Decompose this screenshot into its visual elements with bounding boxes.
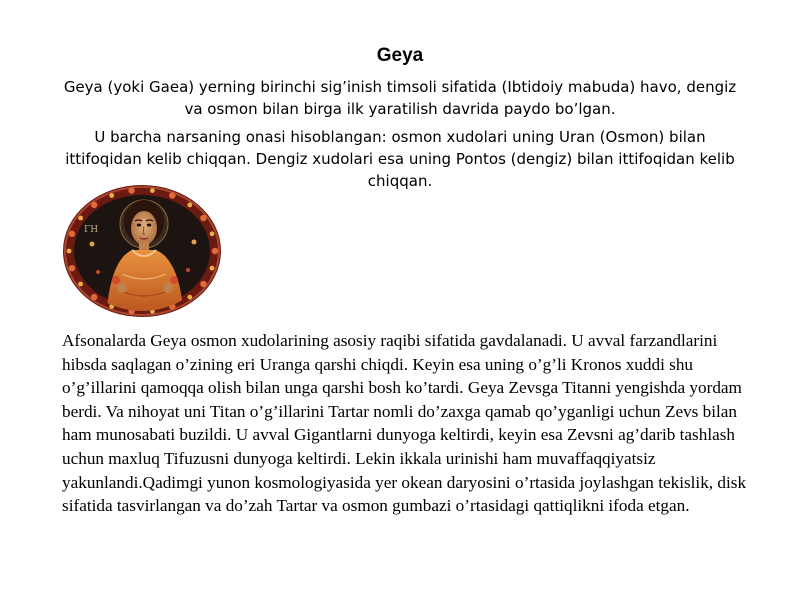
wreath-flower bbox=[200, 215, 206, 221]
wreath-flower bbox=[212, 248, 218, 254]
intro-paragraph-2: U barcha narsaning onasi hisoblangan: osmon xudolari uning Uran (Osmon) bilan ittifoqidan kelib chiqqan. Dengiz xudolari esa uning Pontos (dengiz) bilan ittifoqidan kelib chiqqan. bbox=[65, 128, 735, 190]
wreath-flower bbox=[150, 188, 155, 193]
wreath-flower bbox=[91, 294, 97, 300]
body-paragraph: Afsonalarda Geya osmon xudolarining asosiy raqibi sifatida gavdalanadi. U avval farzandlarini hibsda saqlagan o’zining eri Uranga qarshi chiqdi. Keyin esa uning o’g’li Kronos xuddi shu o’g’illarini qamoqqa olish bilan unga qarshi bosh ko’tardi. Geya Zevsga Titanni yengishda yordam berdi. Va nihoyat uni Titan o’g’illarini Tartar nomli do’zaxga qamab qo’yganligi uchun Zevs bilan ham munosabati buzildi. U avval Gigantlarni dunyoga keltirdi, keyin esa Zevsni ag’darib tashlash uchun maxluq Tifuzusni dunyoga keltirdi. Lekin ikkala urinishi ham muvaffaqqiyatsiz yakunlandi.Qadimgi yunon kosmologiyasida yer okean daryosini o’rtasida joylashgan tekislik, disk sifatida tasvirlangan va do’zah Tartar va osmon gumbazi o’rtasidagi qattiqlikni ifoda etgan. bbox=[62, 331, 747, 516]
wreath-flower bbox=[91, 202, 97, 208]
slide-title: Geya bbox=[376, 45, 424, 66]
intro-paragraph-1: Geya (yoki Gaea) yerning birinchi sig’inish timsoli sifatida (Ibtidoiy mabuda) havo, dengiz va osmon bilan birga ilk yaratilish davrida paydo bo’lgan. bbox=[63, 78, 737, 118]
wreath-flower bbox=[169, 192, 175, 198]
wreath-flower bbox=[69, 265, 75, 271]
portrait-inscription: ΓH bbox=[84, 225, 99, 235]
wreath-flower bbox=[78, 282, 83, 287]
wreath-flower bbox=[109, 193, 114, 198]
wreath-flower bbox=[200, 281, 206, 287]
wreath-flower bbox=[128, 187, 134, 193]
wreath-flower bbox=[187, 295, 192, 300]
wreath-flower bbox=[78, 216, 83, 221]
wreath-flower bbox=[67, 249, 72, 254]
wreath-flower bbox=[187, 203, 192, 208]
wreath-flower bbox=[210, 266, 215, 271]
wreath-flower bbox=[210, 231, 215, 236]
wreath-flower bbox=[69, 231, 75, 237]
gaea-portrait-image bbox=[62, 184, 222, 318]
